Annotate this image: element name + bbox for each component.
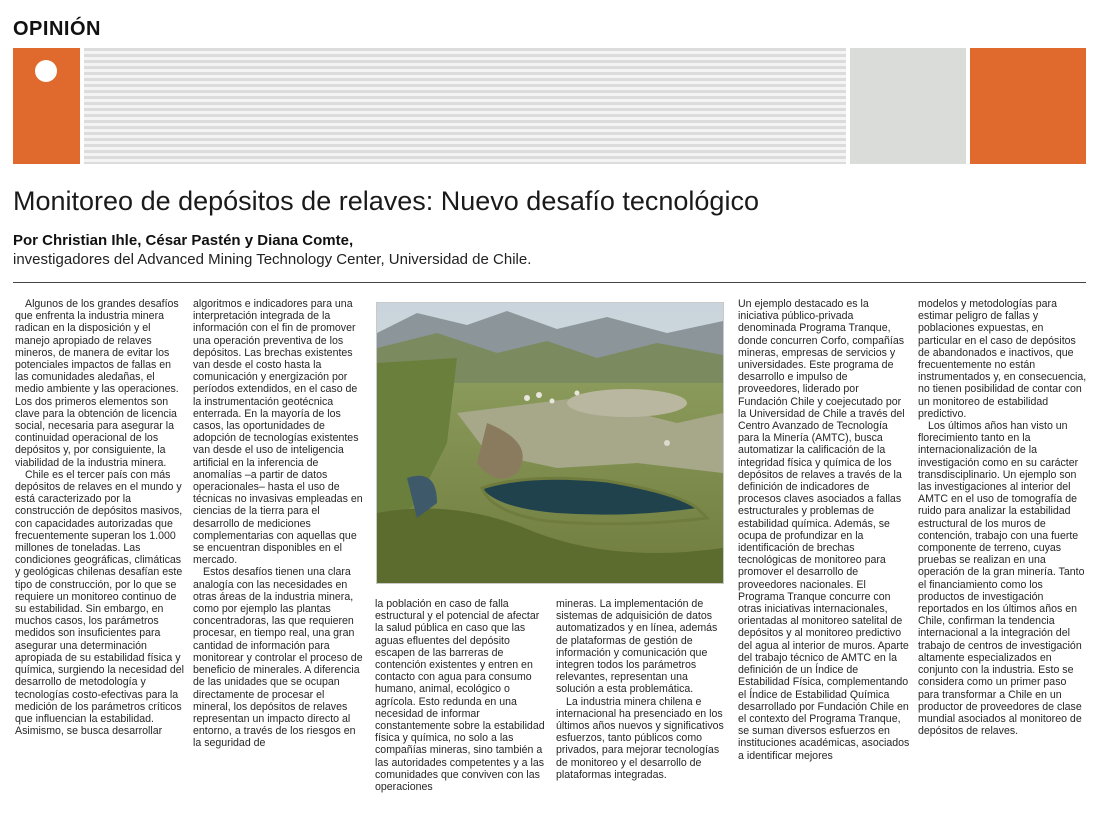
banner-gray-block — [850, 48, 966, 164]
banner-stripes — [84, 48, 846, 164]
paragraph: Chile es el tercer país con más depósitos de relaves en el mundo y está caracterizado por la construcción de depósitos masivos, con capacidades autorizadas que frecuentemente superan los 1.000 millones de toneladas. Las condiciones geográficas, climáticas y geológicas chilenas desafían este tipo de construcción, por lo que se requiere un monitoreo continuo de su estabilidad. Sin embargo, en muchos casos, los parámetros medidos son insuficientes para asegurar una determinación apropiada de su estabilidad física y química, surgiendo la necesidad del desarrollo de metodología y tecnologías costo-efectivas para la medición de los parámetros críticos que influencian la estabilidad. Asimismo, se busca desarrollar — [15, 468, 185, 738]
paragraph: La industria minera chilena e internacional ha presenciado en los últimos años nuevos y significativos esfuerzos, tanto públicos como privados, para mejorar tecnologías de monitoreo y el desarrollo de plataformas integradas. — [556, 695, 724, 781]
paragraph: la población en caso de falla estructural y el potencial de afectar la salud pública en caso que las aguas efluentes del depósito escapen de las barreras de contención existentes y entren en contacto con agua para consumo humano, animal, ecológico o agrícola. Esto redunda en una necesidad de informar constantemente sobre la estabilidad física y química, no solo a las compañías mineras, sino también a las autoridades competentes y a las comunidades que conviven con las operaciones — [375, 598, 545, 794]
article-photo — [376, 302, 724, 584]
circle-icon — [35, 60, 57, 82]
column-3a — [375, 598, 545, 793]
column-2 — [193, 298, 363, 750]
column-3b — [556, 598, 726, 781]
article-byline: Por Christian Ihle, César Pastén y Diana Comte, — [13, 232, 354, 249]
paragraph: modelos y metodologías para estimar peligro de fallas y poblaciones expuestas, en particular en el caso de depósitos de abandonados e inactivos, que frecuentemente no están instrumentados y, en consecuencia, no tienen posibilidad de contar con un monitoreo de estabilidad predictivo. — [918, 298, 1087, 420]
header-divider — [13, 282, 1086, 283]
banner-orange-left — [13, 48, 80, 164]
column-4 — [738, 298, 910, 762]
article-title: Monitoreo de depósitos de relaves: Nuevo desafío tecnológico — [13, 186, 759, 216]
paragraph: Los últimos años han visto un florecimiento tanto en la internacionalización de la investigación como en su carácter transdisciplinario. Un ejemplo son las investigaciones al interior del AMTC en el uso de tomografía de ruido para analizar la estabilidad estructural de los muros de contención, trabajo con una fuerte componente de terreno, cuyas pruebas se realizan en una operación de la gran minería. Tanto el financiamiento como los productos de investigación reportados en los últimos años en Chile, confirman la tendencia internacional a la integración del trabajo de centros de investigación altamente especializados en conjunto con la industria. Esto se considera como un primer paso para transformar a Chile en un productor de proveedores de clase mundial asociados al monitoreo de depósitos de relaves. — [918, 420, 1085, 738]
article-affiliation: investigadores del Advanced Mining Technology Center, Universidad de Chile. — [13, 251, 532, 268]
column-1 — [15, 298, 185, 737]
paragraph: Estos desafíos tienen una clara analogía con las necesidades en otras áreas de la industria minera, como por ejemplo las plantas concentradoras, las que requieren procesar, en tiempo real, una gran cantidad de información para monitorear y controlar el proceso de beneficio de minerales. A diferencia de las unidades que se ocupan directamente de procesar el mineral, los depósitos de relaves representan un impacto directo al entorno, a través de los riesgos en la seguridad de — [193, 566, 363, 750]
banner-orange-right — [970, 48, 1086, 164]
section-label: OPINIÓN — [13, 18, 101, 40]
paragraph: mineras. La implementación de sistemas de adquisición de datos automatizados y en línea, además de plataformas de gestión de información y comunicación que integren todos los parámetros relevantes, representan una solución a esta problemática. — [556, 598, 718, 696]
paragraph: Un ejemplo destacado es la iniciativa público-privada denominada Programa Tranque, donde concurren Corfo, compañías mineras, empresas de servicios y universidades. Este programa de desarrollo e impulso de proveedores, liderado por Fundación Chile y coejecutado por la Universidad de Chile a través del Centro Avanzado de Tecnología para la Minería (AMTC), busca automatizar la calificación de la integridad física y química de los depósitos de relaves a través de la definición de indicadores de procesos claves asociados a fallas estructurales y problemas de estabilidad química. Además, se ocupa de profundizar en la identificación de brechas tecnológicas de monitoreo para promover el desarrollo de proveedores nacionales. El Programa Tranque concurre con otras iniciativas internacionales, orientadas al monitoreo satelital de depósitos y al monitoreo predictivo del agua al interior de muros. Aparte del trabajo técnico de AMTC en la definición de un Índice de Estabilidad Física, complementando el Índice de Estabilidad Química desarrollado por Fundación Chile en el contexto del Programa Tranque, se suman diversos esfuerzos en instituciones académicas, asociados a identificar mejores — [738, 298, 910, 762]
mine-landscape-image — [377, 303, 723, 583]
paragraph: Algunos de los grandes desafíos que enfrenta la industria minera radican en la disposición y el manejo apropiado de relaves mineros, de manera de evitar los potenciales impactos de fallas en las comunidades aledañas, el medio ambiente y las operaciones. Los dos primeros elementos son clave para la obtención de licencia social, necesaria para asegurar la continuidad operacional de los depósitos y, por consiguiente, la viabilidad de la industria minera. — [15, 298, 179, 469]
paragraph: algoritmos e indicadores para una interpretación integrada de la información con el fin de promover una operación preventiva de los depósitos. Las brechas existentes van desde el costo hasta la comunicación y energización por períodos extendidos, en el caso de la instrumentación geotécnica enterrada. En la mayoría de los casos, las oportunidades de adopción de tecnologías existentes van desde el uso de inteligencia artificial en la inferencia de anomalías –a partir de datos operacionales– hasta el uso de técnicas no invasivas empleadas en ciencias de la tierra para el desarrollo de mediciones complementarias con aquellas que se encuentran disponibles en el mercado. — [193, 298, 363, 567]
column-5 — [918, 298, 1088, 737]
